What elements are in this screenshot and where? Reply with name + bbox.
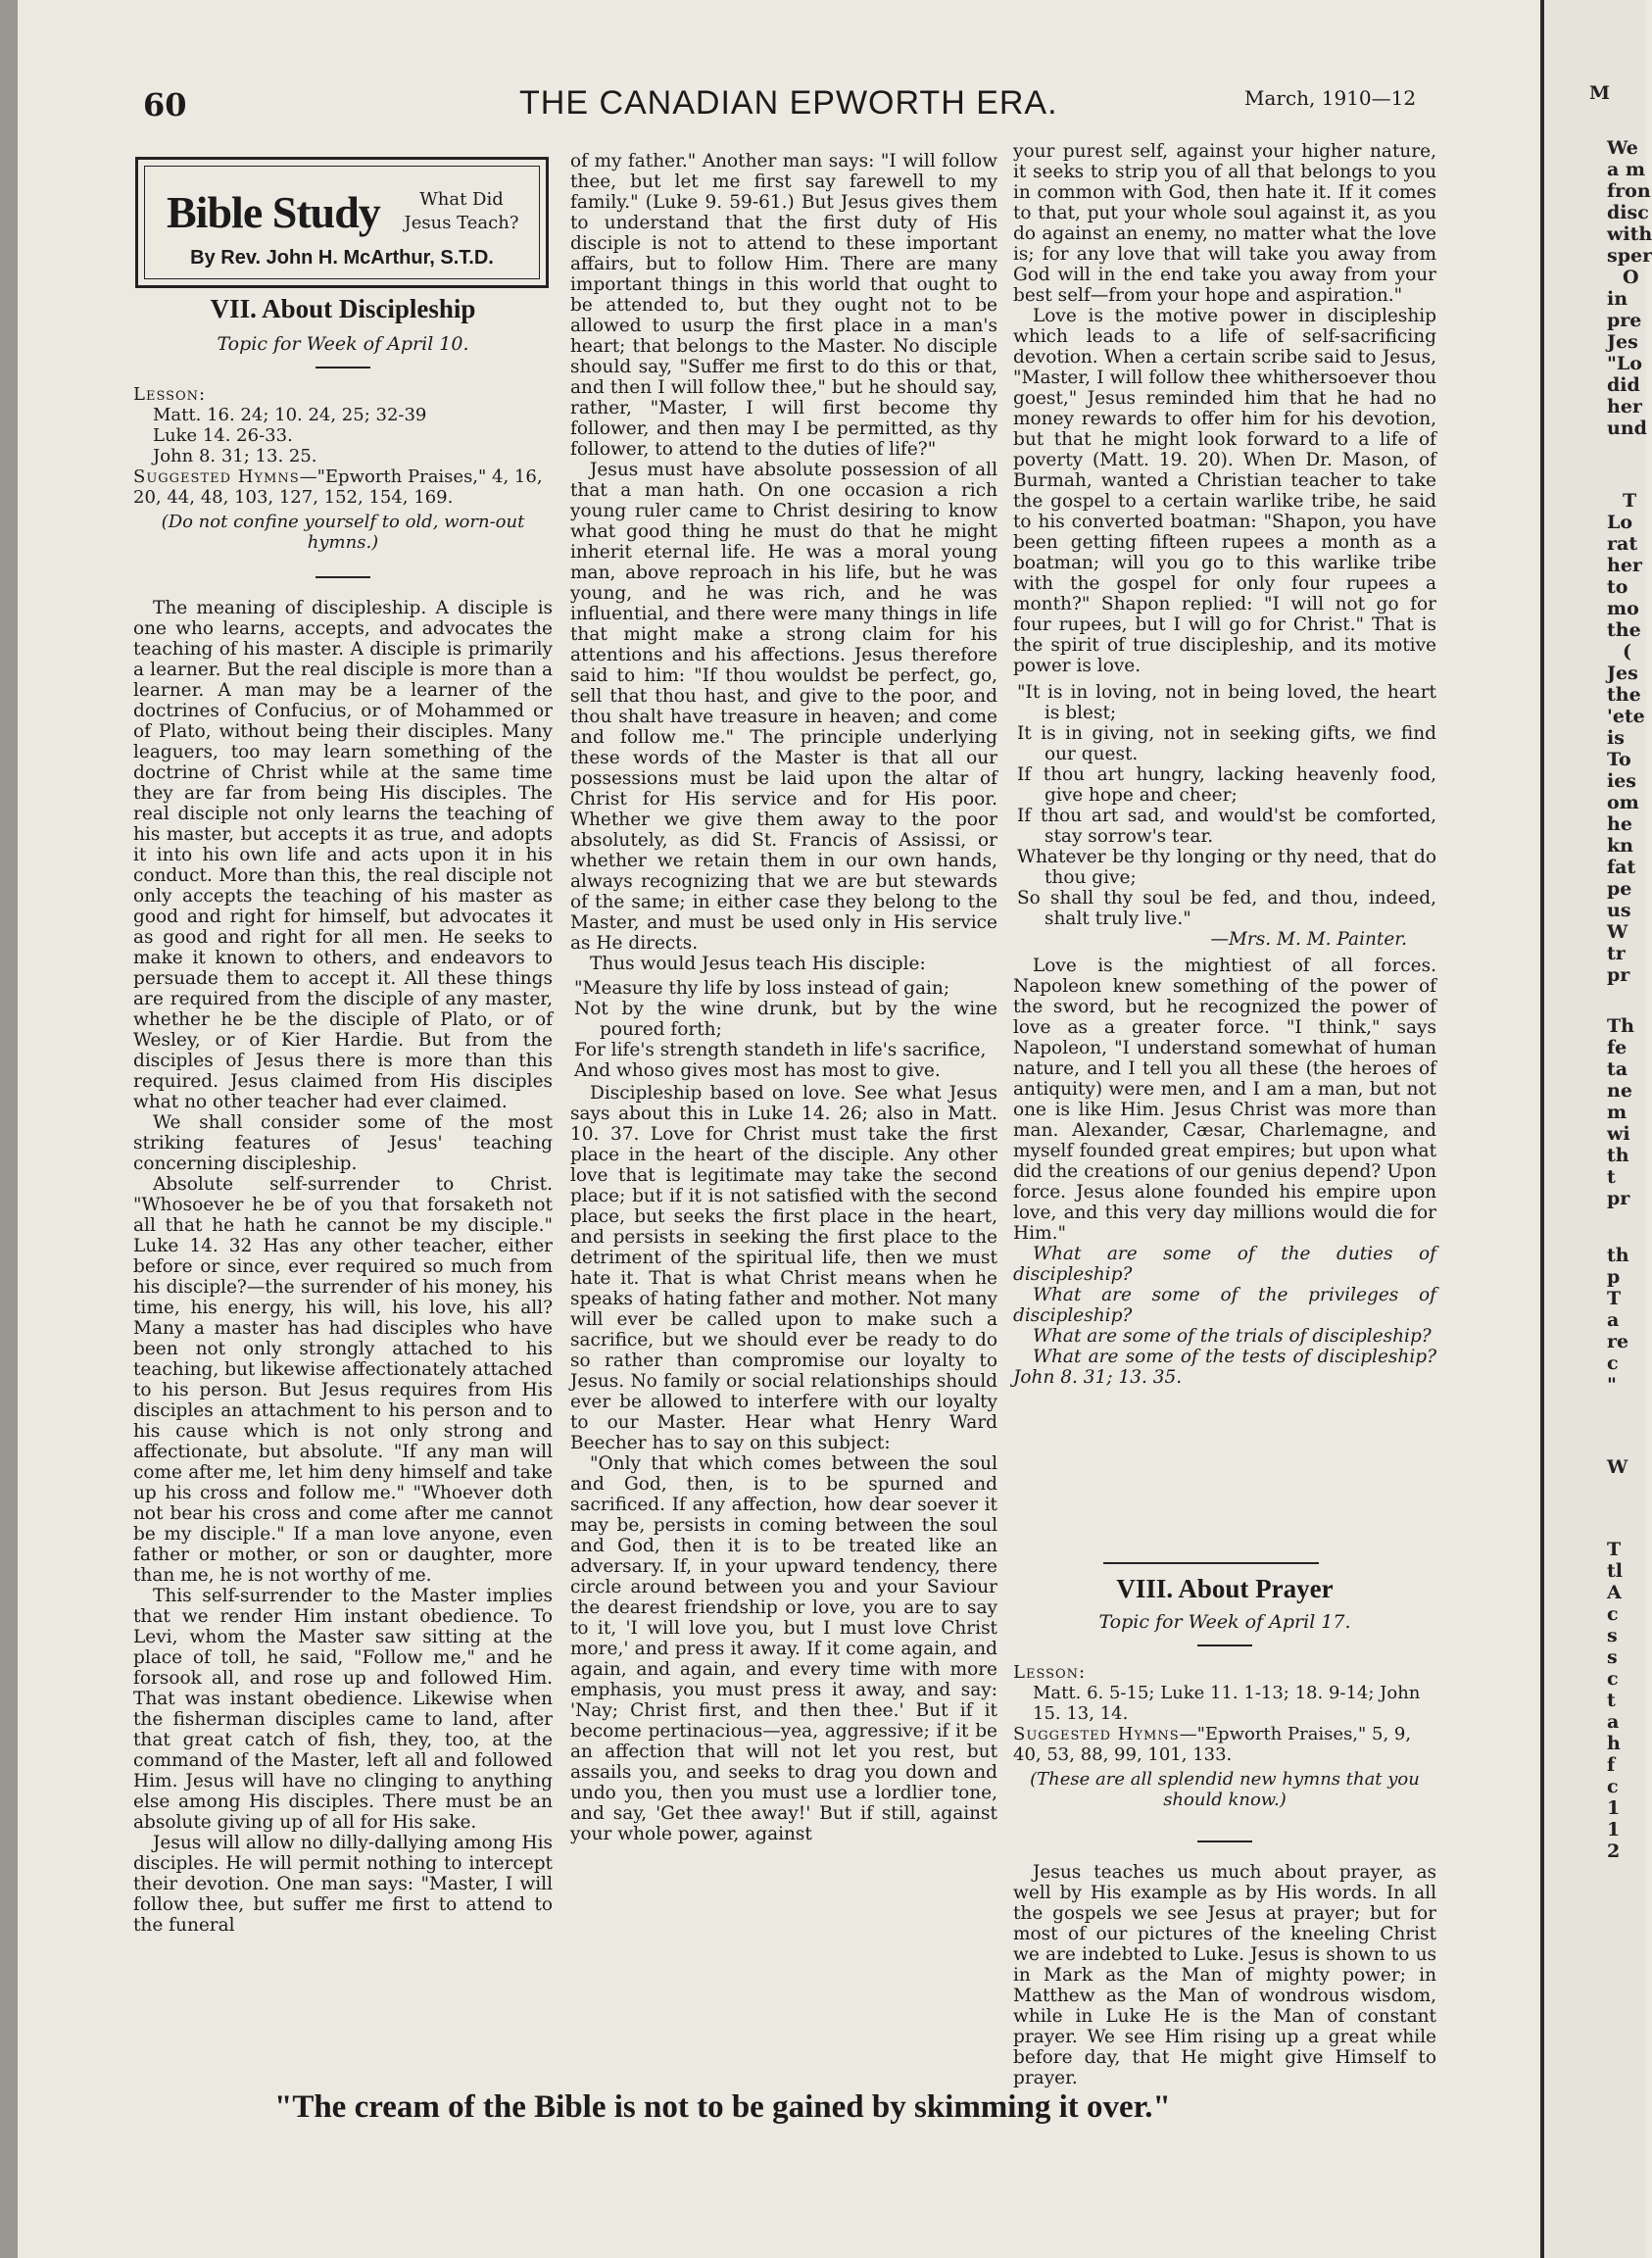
poem-line: "It is in loving, not in being loved, the heart is blest; xyxy=(1017,682,1436,723)
question: What are some of the tests of discipleship? John 8. 31; 13. 35. xyxy=(1013,1347,1436,1388)
next-page-text: Th xyxy=(1607,1015,1634,1037)
binding-shadow xyxy=(0,0,18,2258)
next-page-text: s xyxy=(1607,1625,1618,1646)
paragraph: your purest self, against your higher nature, it seeks to strip you of all that belongs to you in common with God, then hate it. If it comes to that, put your whole soul against it, as you do against an enemy, no matter what the love is; for any love that will take you away from God will in the end take you away from your best self—from your hope and aspiration." xyxy=(1013,141,1436,306)
poem-attribution: —Mrs. M. M. Painter. xyxy=(1210,929,1407,950)
paragraph: Love is the motive power in discipleship which leads to a life of self-sacrificing devotion. When a certain scribe said to Jesus, "Master, I will follow thee whithersoever thou goest," Jesus reminded him that he had no money rewards to offer him for his devotion, but that he might look forward to a life of poverty (Matt. 19. 20). When Dr. Mason, of Burmah, wanted a Christian teacher to take the gospel to a certain warlike tribe, he said to his converted boatman: "Shapon, you have been getting fifteen rupees a month as a boatman; will you go to this warlike tribe with the gospel for only four rupees a month?" Shapon replied: "I will not go for four rupees, but I will go for Christ." That is the spirit of true discipleship, and its motive power is love. xyxy=(1013,306,1436,676)
paragraph: Thus would Jesus teach His disciple: xyxy=(590,954,926,974)
section-8-heading: VIII. About Prayer xyxy=(1116,1574,1334,1603)
next-page-text: kn xyxy=(1607,835,1633,857)
next-page-text: f xyxy=(1607,1754,1616,1776)
lesson-line: John 8. 31; 13. 25. xyxy=(153,446,317,466)
poem-line: Not by the wine drunk, but by the wine poured forth; xyxy=(574,999,997,1040)
adjacent-page-fragment xyxy=(1544,0,1652,2258)
next-page-text: W xyxy=(1607,1456,1628,1478)
section-7-topic: Topic for Week of April 10. xyxy=(217,333,469,355)
next-page-text: To xyxy=(1607,749,1631,770)
section-8-body xyxy=(1013,1862,1436,2088)
page-number: 60 xyxy=(143,86,187,123)
next-page-text: c xyxy=(1607,1776,1619,1797)
column-1 xyxy=(133,598,553,1936)
next-page-text: O xyxy=(1623,267,1639,288)
column-2 xyxy=(570,151,997,1844)
bible-study-title-box xyxy=(135,157,549,288)
next-page-text: Jes xyxy=(1607,663,1638,684)
issue-date: March, 1910—12 xyxy=(1244,86,1417,110)
hymns-label: Suggested Hymns xyxy=(133,466,300,487)
next-page-text: A xyxy=(1607,1582,1622,1603)
bible-study-inner-border xyxy=(144,166,540,279)
question: What are some of the privileges of discipleship? xyxy=(1013,1285,1436,1326)
next-page-text: th xyxy=(1607,1245,1629,1266)
next-page-text: ( xyxy=(1623,641,1631,663)
paragraph: "Only that which comes between the soul and God, then, is to be spurned and sacrificed. If any affection, how dear soever it may be, persists in coming between the soul and God, then it is to be treated like an adversary. If, in your upward tendency, there circle around between you and your Saviour the dearest friendship or love, you are to say to it, 'I will love you, but I must love Christ more,' and press it away. If it come again, and again, and again, and every time with more emphasis, you must press it away, and say: 'Nay; Christ first, and then thee.' But if it become pertinacious—yea, aggressive; if it be an affection that will not let you rest, but assails you, and seeks to drag you down and undo you, then you must use a lordlier tone, and say, 'Get thee away!' But if still, against your whole power, against xyxy=(570,1453,997,1844)
next-page-text: the xyxy=(1607,619,1641,641)
poem-line: And whoso gives most has most to give. xyxy=(574,1060,941,1081)
paragraph: of my father." Another man says: "I will follow thee, but let me first say farewell to my family." (Luke 9. 59-61.) But Jesus gives them to understand that the first duty of His disciple is not to attend to these important affairs, but to follow Him. There are many important things in this world that ought to be attended to, but they ought not to be allowed to usurp the first place in a man's heart; that belongs to the Master. No disciple should say, "Suffer me first to do this or that, and then I will follow thee," but he should say, rather, "Master, I will first become thy follower, and then may I be permitted, as thy follower, to attend to the duties of life?" xyxy=(570,151,997,460)
next-page-text: pre xyxy=(1607,310,1642,331)
paragraph: Jesus will allow no dilly-dallying among His disciples. He will permit nothing to intercept their devotion. One man says: "Master, I will follow thee, but suffer me first to attend to the funeral xyxy=(133,1833,553,1936)
next-page-text: us xyxy=(1607,900,1631,921)
paragraph: We shall consider some of the most striking features of Jesus' teaching concerning discipleship. xyxy=(133,1112,553,1174)
section-8-topic: Topic for Week of April 17. xyxy=(1098,1611,1351,1633)
next-page-text: Jes xyxy=(1607,331,1638,353)
next-page-text: M xyxy=(1589,82,1611,104)
hymns-text: —"Epworth Praises," 5, 9, 40, 53, 88, 99, 101, 133. xyxy=(1013,1724,1412,1765)
bible-study-title: Bible Study xyxy=(167,187,380,237)
next-page-text: c xyxy=(1607,1668,1619,1690)
lesson-line: Matt. 16. 24; 10. 24, 25; 32-39 xyxy=(153,405,427,425)
hymns-note: (Do not confine yourself to old, worn-out hymns.) xyxy=(161,512,525,553)
next-page-text: T xyxy=(1607,1539,1622,1560)
lesson-line: Luke 14. 26-33. xyxy=(153,425,293,446)
section-7-heading: VII. About Discipleship xyxy=(210,294,476,323)
poem-line: If thou art sad, and would'st be comforted, stay sorrow's tear. xyxy=(1017,806,1436,847)
next-page-text: sper xyxy=(1607,245,1652,267)
next-page-text: s xyxy=(1607,1646,1618,1668)
next-page-text: ies xyxy=(1607,770,1637,792)
poem-line: It is in giving, not in seeking gifts, we find our quest. xyxy=(1017,723,1436,764)
next-page-text: 'ete xyxy=(1607,706,1645,727)
next-page-text: h xyxy=(1607,1733,1621,1754)
hymns-line xyxy=(1013,1724,1436,1765)
next-page-text: om xyxy=(1607,792,1639,813)
poem-line: So shall thy soul be fed, and thou, indeed, shalt truly live." xyxy=(1017,888,1436,929)
next-page-text: pe xyxy=(1607,878,1632,900)
paragraph: Jesus must have absolute possession of all that a man hath. On one occasion a rich young ruler came to Christ desiring to know what good thing he must do that he might inherit eternal life. He was a moral young man, above reproach in his life, but he was young, and he was rich, and he was influential, and there were many things in life that might make a strong claim for his attentions and his affections. Jesus therefore said to him: "If thou wouldst be perfect, go, sell that thou hast, and give to the poor, and thou shalt have treasure in heaven; and come and follow me." The principle underlying these words of the Master is that all our possessions must be laid upon the altar of Christ for His service and for His poor. Whether we give them away to the poor absolutely, as did St. Francis of Assissi, or whether we retain them in our own hands, always recognizing that we are but stewards of the same; in either case they belong to the Master, and must be used only in His service as He directs. xyxy=(570,460,997,954)
next-page-text: a xyxy=(1607,1711,1620,1733)
next-page-text: wi xyxy=(1607,1123,1630,1145)
next-page-text: " xyxy=(1607,1374,1617,1396)
next-page-text: 1 xyxy=(1607,1819,1621,1841)
publication-title: THE CANADIAN EPWORTH ERA. xyxy=(519,84,1058,122)
next-page-text: c xyxy=(1607,1352,1619,1374)
section-7-meta xyxy=(133,384,553,553)
next-page-text: to xyxy=(1607,576,1628,598)
lesson-label: Lesson: xyxy=(1013,1662,1087,1683)
lesson-label: Lesson: xyxy=(133,384,207,405)
next-page-text: a m xyxy=(1607,159,1646,180)
next-page-text: m xyxy=(1607,1102,1628,1123)
poem-block xyxy=(570,978,997,1081)
next-page-text: disc xyxy=(1607,202,1649,223)
bible-study-author: By Rev. John H. McArthur, S.T.D. xyxy=(190,247,494,269)
next-page-text: is xyxy=(1607,727,1625,749)
paragraph: Love is the mightiest of all forces. Napoleon knew something of the power of the sword, but he recognized the power of love as a greater force. "I think," says Napoleon, "I understand somewhat of human nature, and I tell you all these (the heroes of antiquity) were men, and I am a man, but not one is like Him. Jesus Christ was more than man. Alexander, Cæsar, Charlemagne, and myself founded great empires; but upon what did the creations of our genius depend? Upon force. Jesus alone founded his empire upon love, and this very day millions would die for Him." xyxy=(1013,956,1436,1244)
poem-line: If thou art hungry, lacking heavenly food, give hope and cheer; xyxy=(1017,764,1436,806)
hymns-line xyxy=(133,466,553,508)
next-page-text: p xyxy=(1607,1266,1621,1288)
next-page-text: und xyxy=(1607,417,1647,439)
next-page-text: ne xyxy=(1607,1080,1632,1102)
next-page-text: t xyxy=(1607,1690,1616,1711)
hymns-label: Suggested Hymns xyxy=(1013,1724,1180,1744)
question: What are some of the duties of discipleship? xyxy=(1013,1244,1436,1285)
section-divider xyxy=(1103,1562,1319,1564)
section-7-rule-2 xyxy=(316,576,370,578)
next-page-text: Lo xyxy=(1607,512,1633,533)
bible-study-subtitle: What Did Jesus Teach? xyxy=(404,189,519,233)
footer-quote: "The cream of the Bible is not to be gained by skimming it over." xyxy=(274,2089,1171,2125)
next-page-text: t xyxy=(1607,1166,1616,1188)
next-page-text: 1 xyxy=(1607,1797,1621,1819)
next-page-text: T xyxy=(1607,1288,1622,1309)
hymns-text: —"Epworth Praises," 4, 16, 20, 44, 48, 103, 127, 152, 154, 169. xyxy=(133,466,543,508)
paragraph: Discipleship based on love. See what Jesus says about this in Luke 14. 26; also in Matt. 10. 37. Love for Christ must take the first place in the heart of the disciple. Any other love that is legitimate may take the second place; but if it is not satisfied with the second place, but seeks the first place in the heart, and persists in seeking the first place to the detriment of the spiritual life, then we must hate it. That is what Christ means when he speaks of hating father and mother. Not many will ever be called upon to make such a sacrifice, but we should ever be ready to do so rather than compromise our loyalty to Jesus. No family or social relationships should ever be allowed to interfere with our loyalty to our Master. Hear what Henry Ward Beecher has to say on this subject: xyxy=(570,1083,997,1453)
paragraph: The meaning of discipleship. A disciple is one who learns, accepts, and advocates the teaching of his master. A disciple is primarily a learner. But the real disciple is more than a learner. A man may be a learner of the doctrines of Confucius, or of Mohammed or of Plato, without being their disciples. Many leaguers, too may learn something of the doctrine of Christ while at the same time they are far from being His disciples. The real disciple not only learns the teaching of his master, but accepts it as true, and adopts it into his own life and acts upon it in his conduct. More than this, the real disciple not only accepts the teaching of his master as good and right for himself, but advocates it as good and right for all men. He seeks to make it known to others, and endeavors to persuade them to accept it. All these things are required from the disciple of any master, whether he be the disciple of Plato, or of Wesley, or of Kier Hardie. But from the disciples of Jesus there is more than this required. Jesus claimed from His disciples what no other teacher had ever claimed. xyxy=(133,598,553,1112)
next-page-text: fat xyxy=(1607,857,1636,878)
next-page-text: We xyxy=(1607,137,1638,159)
poem-line: For life's strength standeth in life's sacrifice, xyxy=(574,1040,987,1060)
section-8-rule xyxy=(1197,1644,1252,1646)
paragraph: Jesus teaches us much about prayer, as well by His example as by His words. In all the gospels we see Jesus at prayer; but for most of our pictures of the kneeling Christ we are indebted to Luke. Jesus is shown to us in Mark as the Man of mighty power; in Matthew as the Man of wondrous wisdom, while in Luke He is the Man of constant prayer. We see Him rising up a great while before day, that He might give Himself to prayer. xyxy=(1013,1862,1436,2088)
next-page-text: 2 xyxy=(1607,1841,1621,1862)
next-page-text: her xyxy=(1607,396,1642,417)
next-page-text: pr xyxy=(1607,1188,1630,1209)
next-page-text: fe xyxy=(1607,1037,1628,1058)
paragraph: Absolute self-surrender to Christ. "Whosoever he be of you that forsaketh not all that he hath he cannot be my disciple." Luke 14. 32 Has any other teacher, either before or since, ever required so much from his disciple?—the surrender of his money, his time, his energy, his will, his love, his all? Many a master has had disciples who have been not only strongly attached to his teaching, but likewise affectionately attached to his person. But Jesus requires from His disciples an attachment to his person and to his cause which is not only strong and affectionate, but absolute. "If any man will come after me, let him deny himself and take up his cross and follow me." "Whoever doth not bear his cross and come after me cannot be my disciple." If a man love anyone, even father or mother, or son or daughter, more than me, he is not worthy of me. xyxy=(133,1174,553,1586)
next-page-text: did xyxy=(1607,374,1640,396)
next-page-text: c xyxy=(1607,1603,1619,1625)
lesson-line: Matt. 6. 5-15; Luke 11. 1-13; 18. 9-14; John 15. 13, 14. xyxy=(1033,1683,1421,1724)
next-page-text: W xyxy=(1607,921,1628,943)
poem-line: Whatever be thy longing or thy need, that do thou give; xyxy=(1017,847,1436,888)
hymns-note: (These are all splendid new hymns that you should know.) xyxy=(1030,1769,1420,1810)
next-page-text: "Lo xyxy=(1607,353,1642,374)
section-8-rule-2 xyxy=(1197,1841,1252,1842)
question: What are some of the trials of discipleship? xyxy=(1033,1326,1432,1347)
next-page-text: her xyxy=(1607,555,1642,576)
next-page-text: mo xyxy=(1607,598,1639,619)
next-page-text: th xyxy=(1607,1145,1629,1166)
column-3 xyxy=(1013,141,1436,1388)
next-page-text: pr xyxy=(1607,964,1630,986)
next-page-text: tr xyxy=(1607,943,1626,964)
next-page-text: rat xyxy=(1607,533,1638,555)
next-page-text: T xyxy=(1623,490,1637,512)
next-page-text: with xyxy=(1607,223,1652,245)
next-page-text: tl xyxy=(1607,1560,1623,1582)
next-page-text: ta xyxy=(1607,1058,1628,1080)
section-8-meta xyxy=(1013,1662,1436,1810)
paragraph: This self-surrender to the Master implies that we render Him instant obedience. To Levi, whom the Master saw sitting at the place of toll, he said, "Follow me," and he forsook all, and rose up and followed Him. That was instant obedience. Likewise when the fisherman disciples came to land, after that great catch of fish, they, too, at the command of the Master, left all and followed Him. Jesus will have no clinging to anything else among His disciples. There must be an absolute giving up of all for His sake. xyxy=(133,1586,553,1833)
next-page-text: fron xyxy=(1607,180,1651,202)
next-page-text: a xyxy=(1607,1309,1620,1331)
next-page-text: re xyxy=(1607,1331,1629,1352)
poem-line: "Measure thy life by loss instead of gain; xyxy=(574,978,950,999)
next-page-text: he xyxy=(1607,813,1632,835)
poem-block xyxy=(1013,682,1436,950)
next-page-text: in xyxy=(1607,288,1628,310)
section-7-rule xyxy=(316,367,370,368)
next-page-text: the xyxy=(1607,684,1641,706)
